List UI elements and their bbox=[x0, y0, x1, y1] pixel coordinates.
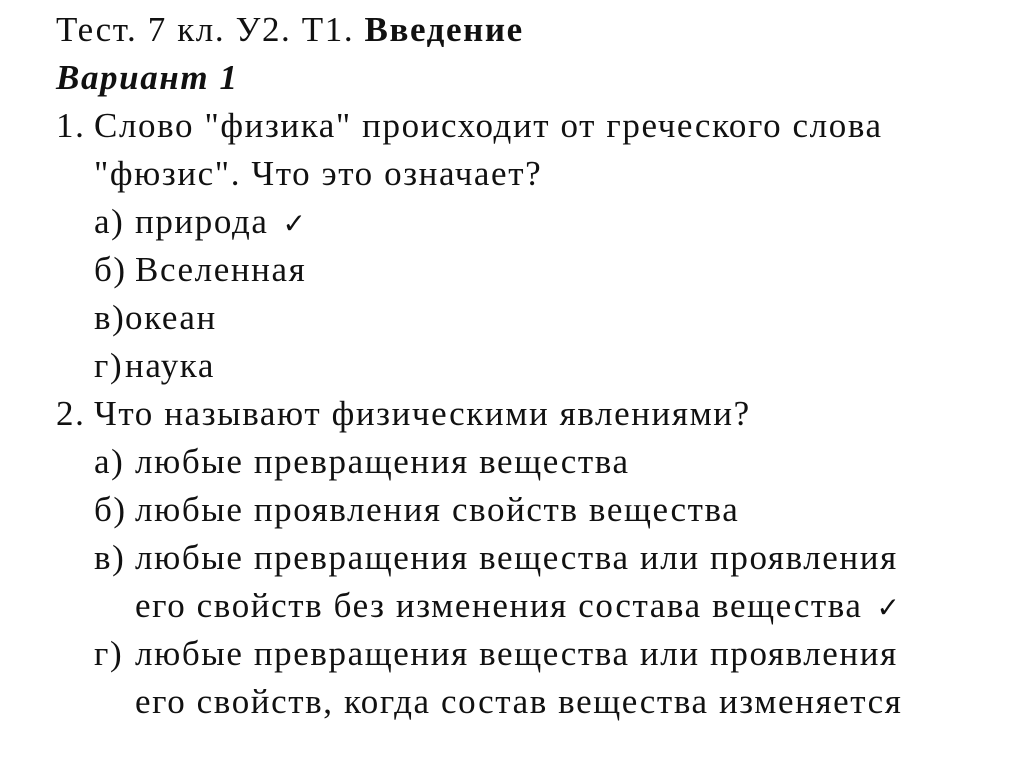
option-2c-text-line-1: любые превращения вещества или проявления bbox=[135, 538, 898, 577]
option-1a-label: а) bbox=[94, 202, 125, 241]
option-1c-text: океан bbox=[125, 298, 217, 337]
option-2d-text-line-2: его свойств, когда состав вещества изменяется bbox=[135, 682, 903, 721]
check-icon: ✓ bbox=[876, 593, 900, 624]
option-2a-label: а) bbox=[94, 442, 125, 481]
option-2a-text: любые превращения вещества bbox=[135, 442, 630, 481]
question-2-text-line-1: Что называют физическими явлениями? bbox=[94, 394, 751, 433]
option-2d-label: г) bbox=[94, 634, 124, 673]
option-1d-text: наука bbox=[125, 346, 215, 385]
question-2-number: 2. bbox=[56, 394, 86, 433]
option-1a-text: природа bbox=[135, 202, 269, 241]
option-1c-label: в) bbox=[94, 298, 126, 337]
option-2c-label: в) bbox=[94, 538, 126, 577]
option-2c-text-line-2: его свойств без изменения состава вещества bbox=[135, 586, 863, 625]
option-1b-label: б) bbox=[94, 250, 127, 289]
question-1-number: 1. bbox=[56, 106, 86, 145]
option-1b-text: Вселенная bbox=[135, 250, 307, 289]
test-header-title: Введение bbox=[364, 10, 524, 49]
option-1d-label: г) bbox=[94, 346, 124, 385]
test-header-prefix: Тест. 7 кл. У2. Т1. bbox=[56, 10, 365, 49]
test-header bbox=[56, 10, 524, 50]
option-2b-text: любые проявления свойств вещества bbox=[135, 490, 740, 529]
check-icon: ✓ bbox=[282, 209, 306, 240]
variant-title: Вариант 1 bbox=[56, 58, 239, 97]
question-1-text-line-2: "фюзис". Что это означает? bbox=[94, 154, 543, 193]
question-1-text-line-1: Слово "физика" происходит от греческого слова bbox=[94, 106, 883, 145]
option-2d-text-line-1: любые превращения вещества или проявления bbox=[135, 634, 898, 673]
option-2b-label: б) bbox=[94, 490, 127, 529]
